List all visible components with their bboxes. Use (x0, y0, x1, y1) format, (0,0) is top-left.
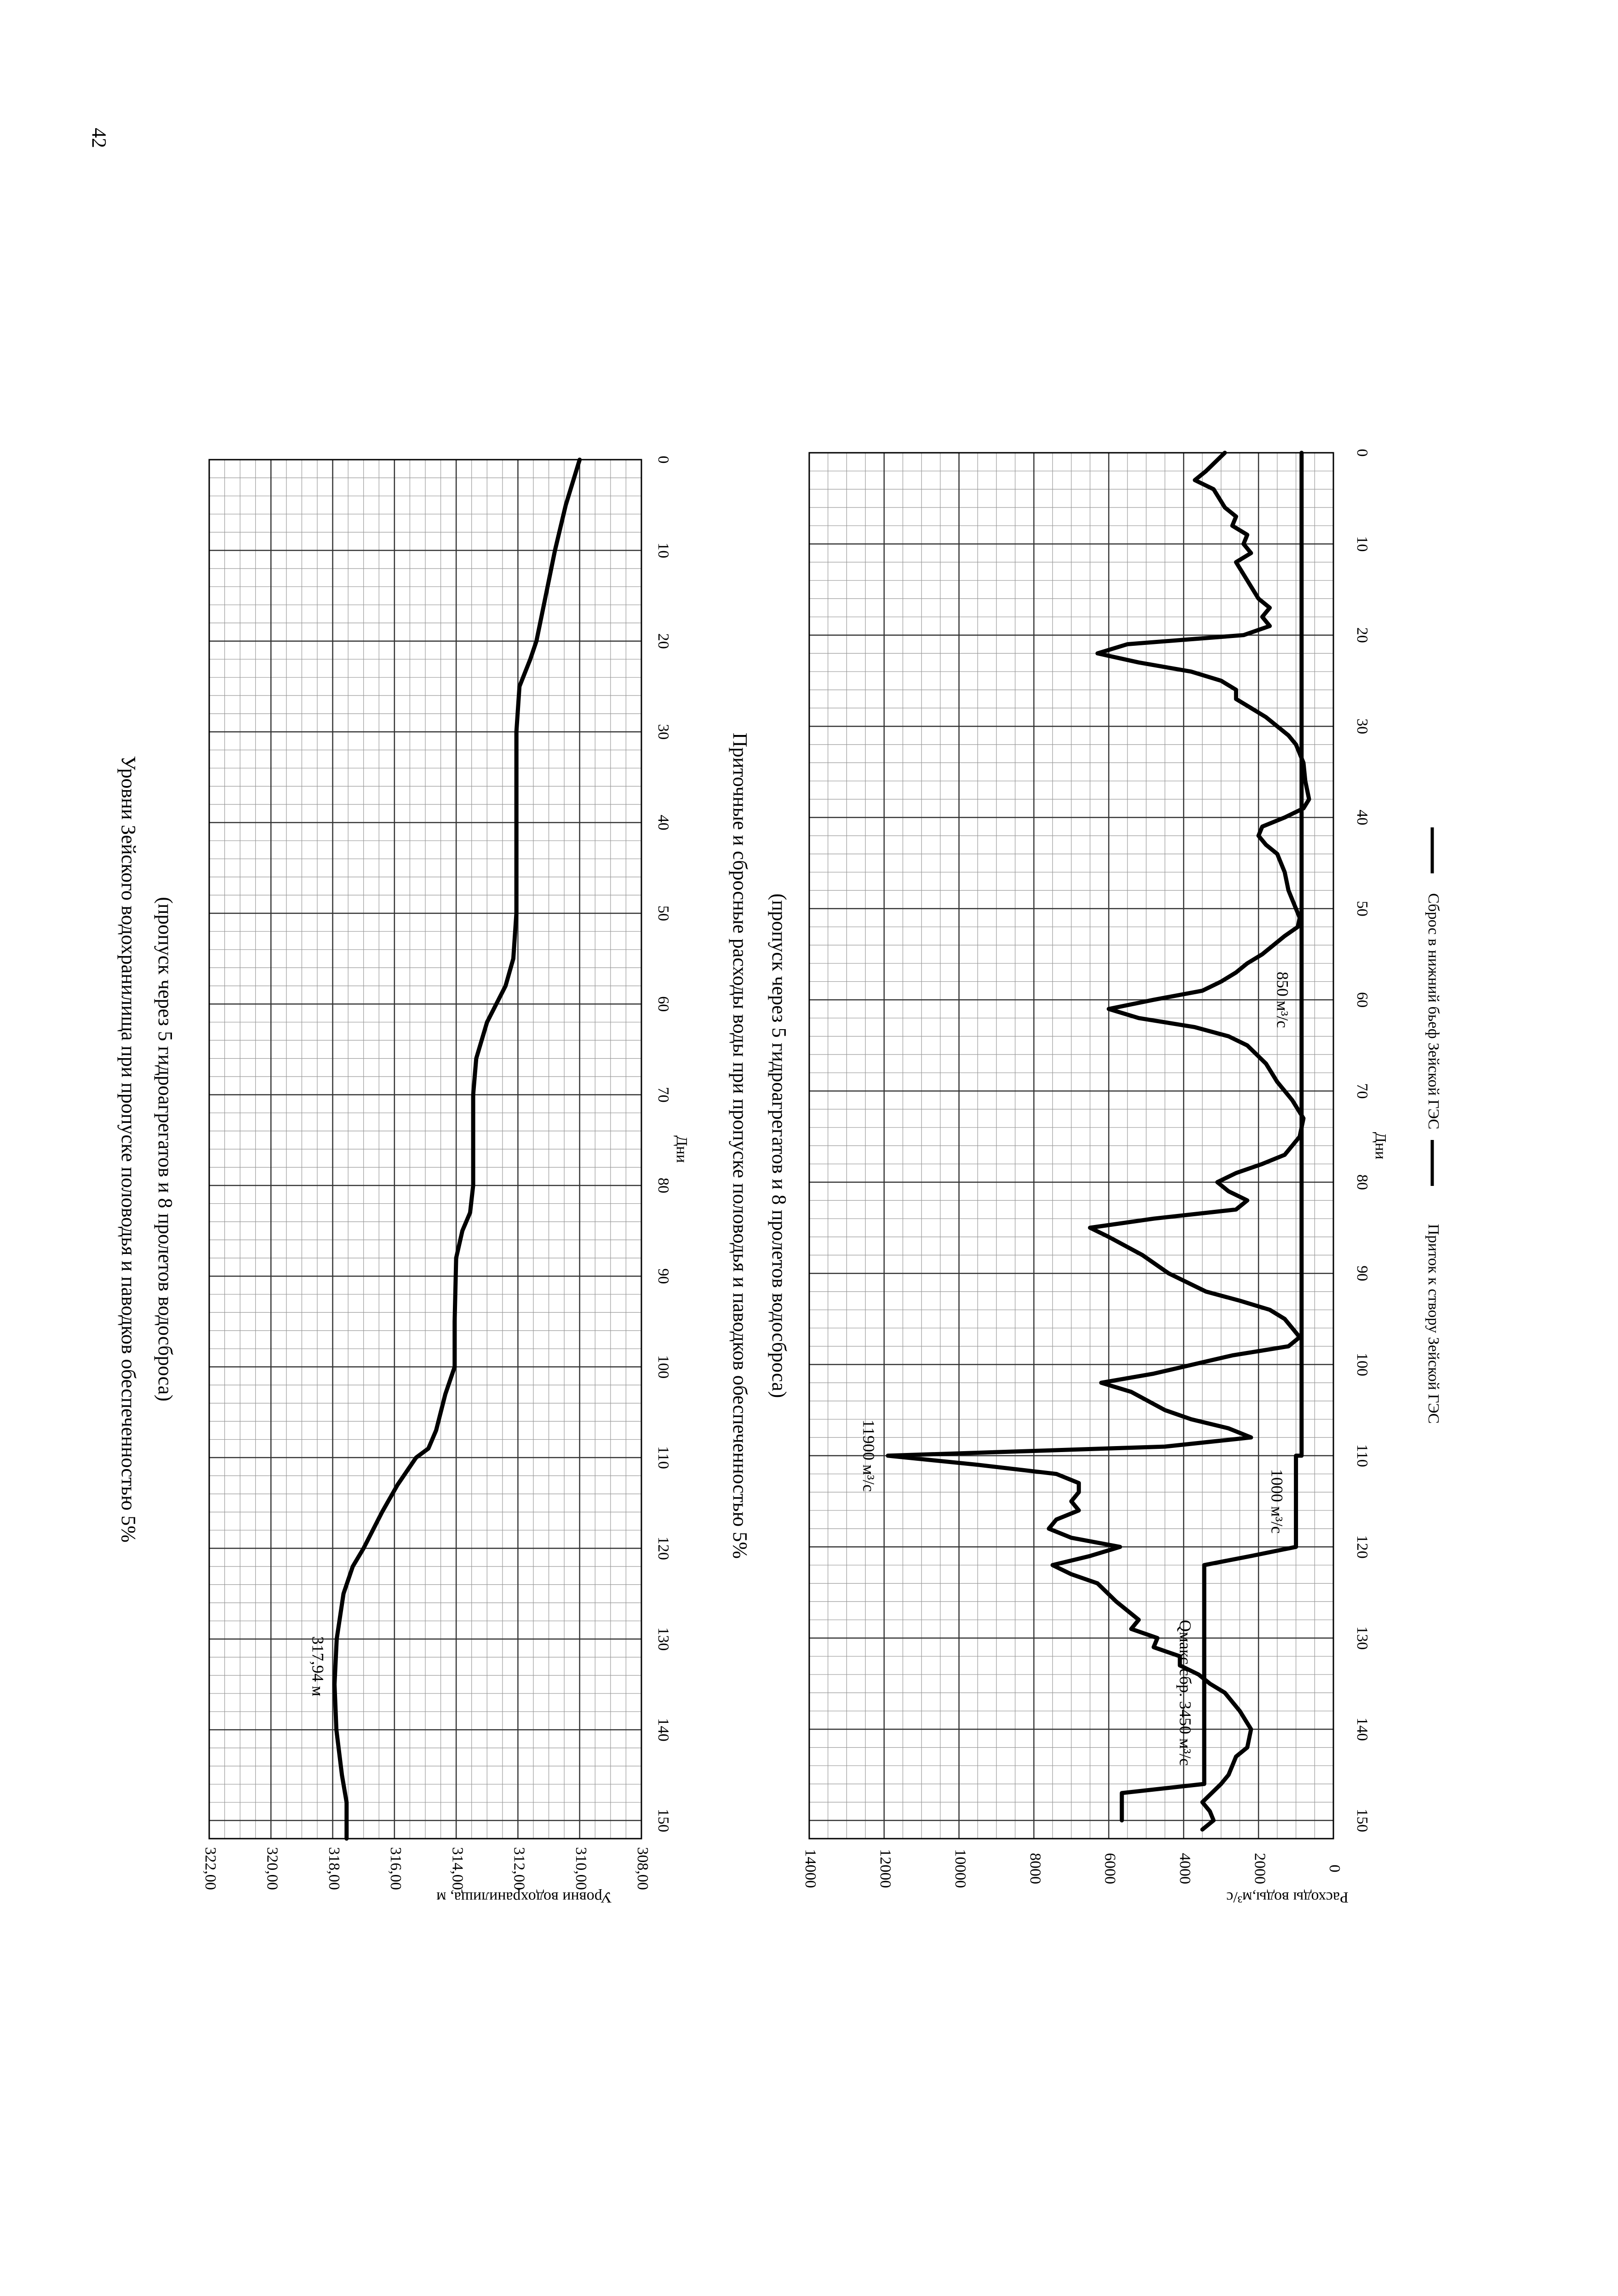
x-tick-label: 150 (655, 1809, 672, 1833)
chart-2 (729, 449, 1389, 1906)
x-tick-label: 70 (1354, 1083, 1371, 1099)
x-tick-label: 60 (655, 996, 672, 1012)
x-tick-label: 20 (655, 633, 672, 649)
x-tick-label: 110 (655, 1446, 672, 1469)
x-tick-label: 40 (655, 815, 672, 831)
chart-title: Приточные и сбросные расходы воды при пропуске половодья и паводков обеспеченностью 5% (728, 732, 751, 1559)
y-tick-label: 2000 (1251, 1853, 1269, 1884)
chart-subtitle: (пропуск через 5 гидроагрегатов и 8 пролетов водосброса) (767, 893, 790, 1398)
x-tick-label: 100 (1354, 1353, 1371, 1377)
x-tick-label: 10 (1354, 536, 1371, 552)
chart-1 (117, 456, 690, 1906)
x-axis-label: Дни (673, 1135, 691, 1163)
legend-label-inflow: Приток к створу Зейской ГЭС (1425, 1224, 1442, 1424)
x-tick-label: 10 (655, 542, 672, 558)
x-tick-label: 60 (1354, 992, 1371, 1008)
series-line-2 (1122, 453, 1302, 1820)
x-tick-label: 30 (1354, 718, 1371, 735)
x-tick-label: 130 (655, 1627, 672, 1651)
y-tick-label: 14000 (802, 1849, 819, 1888)
y-tick-label: 0 (1326, 1864, 1344, 1873)
series-line-1 (888, 453, 1309, 1829)
chart-subtitle: (пропуск через 5 гидроагрегатов и 8 пролетов водосброса) (154, 897, 177, 1402)
x-tick-label: 80 (655, 1177, 672, 1193)
y-tick-label: 314,00 (449, 1847, 466, 1890)
x-tick-label: 0 (1354, 449, 1371, 457)
x-tick-label: 130 (1354, 1626, 1371, 1650)
annotation: 317,94 м (309, 1636, 327, 1697)
x-tick-label: 80 (1354, 1174, 1371, 1190)
x-tick-label: 120 (1354, 1535, 1371, 1559)
x-axis-label: Дни (1372, 1132, 1389, 1160)
x-tick-label: 20 (1354, 627, 1371, 643)
y-tick-label: 10000 (951, 1849, 969, 1888)
x-tick-label: 140 (1354, 1717, 1371, 1741)
legend-label-discharge: Сброс в нижний бьеф Зейской ГЭС (1425, 893, 1442, 1129)
x-tick-label: 0 (655, 456, 672, 464)
page-number: 42 (88, 128, 110, 148)
chart-title: Уровни Зейского водохранилища при пропуске половодья и паводков обеспеченностью 5% (117, 756, 140, 1543)
x-tick-label: 90 (1354, 1265, 1371, 1282)
y-tick-label: 12000 (877, 1849, 894, 1888)
x-tick-label: 40 (1354, 809, 1371, 826)
annotation: 1000 м³/с (1268, 1469, 1286, 1534)
annotation: 850 м³/с (1273, 971, 1292, 1028)
x-tick-label: 50 (655, 905, 672, 921)
annotation: 11900 м³/с (859, 1419, 878, 1492)
y-tick-label: 8000 (1026, 1853, 1044, 1884)
x-tick-label: 110 (1354, 1444, 1371, 1467)
y-tick-label: 318,00 (325, 1847, 343, 1890)
legend (1425, 827, 1442, 1424)
annotation: Qмакс.сбр. 3450 м³/с (1176, 1619, 1195, 1766)
y-tick-label: 6000 (1101, 1853, 1119, 1884)
y-tick-label: 310,00 (572, 1847, 589, 1890)
x-tick-label: 120 (655, 1536, 672, 1560)
x-tick-label: 150 (1354, 1808, 1371, 1832)
x-tick-label: 50 (1354, 900, 1371, 917)
x-tick-label: 90 (655, 1268, 672, 1284)
x-tick-label: 30 (655, 724, 672, 740)
x-tick-label: 100 (655, 1355, 672, 1379)
y-tick-label: 320,00 (263, 1847, 281, 1890)
y-axis-label: Расходы воды,м³/с (1226, 1889, 1349, 1906)
x-tick-label: 140 (655, 1718, 672, 1742)
y-tick-label: 322,00 (202, 1847, 219, 1890)
y-tick-label: 316,00 (387, 1847, 405, 1890)
y-axis-label: Уровни водохранилища, м (436, 1889, 612, 1906)
y-tick-label: 312,00 (510, 1847, 528, 1890)
y-tick-label: 308,00 (634, 1847, 652, 1890)
x-tick-label: 70 (655, 1087, 672, 1103)
y-tick-label: 4000 (1176, 1853, 1194, 1884)
